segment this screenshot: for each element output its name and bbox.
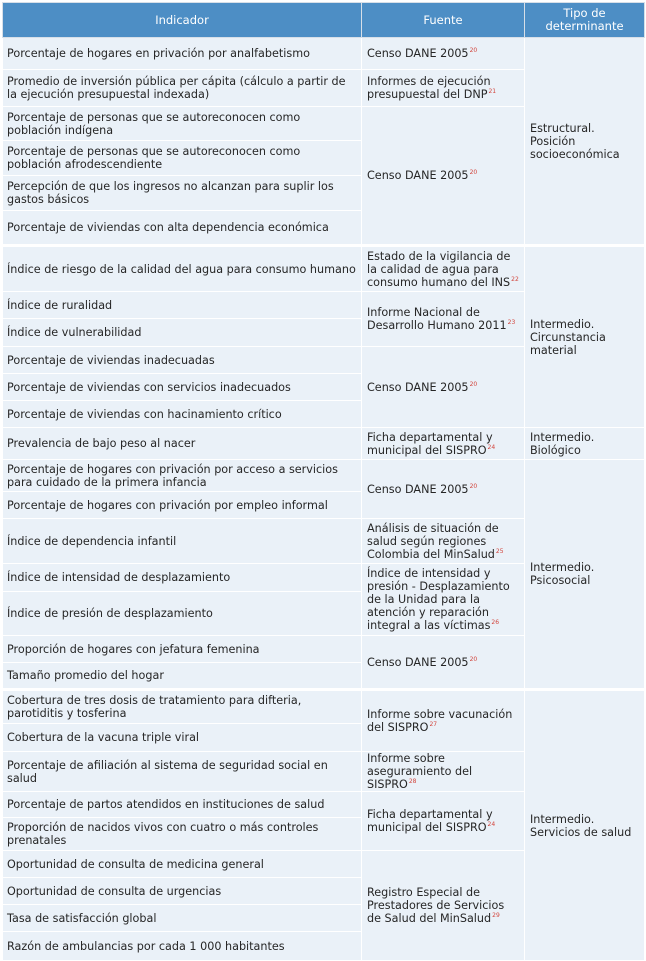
source-ref: 20 (469, 380, 478, 388)
indicator-cell: Razón de ambulancias por cada 1 000 habitantes (3, 932, 362, 961)
source-cell (362, 107, 525, 246)
source-ref: 23 (507, 319, 516, 327)
table-row (3, 460, 645, 492)
source-cell (362, 70, 525, 107)
table-row (3, 246, 645, 292)
indicator-cell: Oportunidad de consulta de urgencias (3, 878, 362, 905)
source-ref: 26 (491, 619, 500, 627)
indicator-cell: Porcentaje de hogares en privación por analfabetismo (3, 38, 362, 70)
source-cell (362, 460, 525, 519)
indicator-cell: Porcentaje de viviendas con alta dependencia económica (3, 211, 362, 246)
header-tipo: Tipo de determinante (525, 3, 645, 38)
source-text: Informe sobre aseguramiento del SISPRO (367, 752, 473, 791)
indicator-cell: Porcentaje de afiliación al sistema de seguridad social en salud (3, 752, 362, 792)
source-cell (362, 292, 525, 347)
indicator-cell: Tasa de satisfacción global (3, 905, 362, 932)
indicator-cell: Índice de intensidad de desplazamiento (3, 564, 362, 592)
type-cell: Intermedio. Servicios de salud (525, 690, 645, 961)
source-ref: 20 (469, 169, 478, 177)
source-text: Estado de la vigilancia de la calidad de agua para consumo humano del INS (367, 249, 511, 289)
source-ref: 20 (469, 655, 478, 663)
indicator-cell: Índice de riesgo de la calidad del agua para consumo humano (3, 246, 362, 292)
indicator-cell: Índice de presión de desplazamiento (3, 592, 362, 636)
indicator-cell: Tamaño promedio del hogar (3, 663, 362, 690)
source-cell (362, 690, 525, 752)
table-row (3, 690, 645, 724)
source-cell (362, 792, 525, 851)
type-cell: Intermedio. Circunstancia material (525, 246, 645, 428)
indicator-cell: Porcentaje de personas que se autoreconocen como población afrodescendiente (3, 141, 362, 176)
source-cell (362, 38, 525, 70)
source-ref: 21 (488, 88, 497, 96)
source-text: Censo DANE 2005 (367, 169, 469, 182)
source-cell (362, 564, 525, 636)
indicator-cell: Porcentaje de hogares con privación por empleo informal (3, 492, 362, 519)
header-fuente: Fuente (362, 3, 525, 38)
indicator-cell: Porcentaje de hogares con privación por acceso a servicios para cuidado de la primera infancia (3, 460, 362, 492)
source-text: Informe sobre vacunación del SISPRO (367, 708, 513, 734)
indicator-cell: Prevalencia de bajo peso al nacer (3, 428, 362, 460)
indicator-cell: Oportunidad de consulta de medicina general (3, 851, 362, 878)
source-text: Análisis de situación de salud según regiones Colombia del MinSalud (367, 521, 499, 561)
type-cell: Estructural. Posición socioeconómica (525, 38, 645, 246)
source-ref: 24 (487, 443, 496, 451)
source-text: Censo DANE 2005 (367, 380, 469, 394)
indicator-cell: Porcentaje de partos atendidos en instituciones de salud (3, 792, 362, 818)
indicator-cell: Índice de ruralidad (3, 292, 362, 319)
indicator-cell: Porcentaje de personas que se autoreconocen como población indígena (3, 107, 362, 141)
indicator-cell: Percepción de que los ingresos no alcanzan para suplir los gastos básicos (3, 176, 362, 211)
source-text: Índice de intensidad y presión - Desplazamiento de la Unidad para la atención y reparación integral a las víctimas (367, 567, 510, 632)
source-text: Ficha departamental y municipal del SISPRO (367, 430, 493, 457)
source-ref: 25 (495, 547, 504, 555)
source-ref: 22 (511, 275, 519, 283)
source-ref: 28 (408, 778, 417, 786)
source-ref: 24 (487, 821, 496, 829)
source-text: Censo DANE 2005 (367, 655, 469, 669)
source-ref: 27 (429, 721, 438, 729)
indicator-cell: Porcentaje de viviendas con servicios inadecuados (3, 374, 362, 401)
header-indicador: Indicador (3, 3, 362, 38)
determinants-table (2, 2, 645, 961)
source-text: Censo DANE 2005 (367, 47, 469, 60)
source-ref: 20 (469, 482, 478, 490)
table-header (3, 3, 645, 38)
indicator-cell: Promedio de inversión pública per cápita (cálculo a partir de la ejecución presupuestal indexada) (3, 70, 362, 107)
source-ref: 20 (469, 47, 478, 55)
source-text: Informes de ejecución presupuestal del DNP (367, 75, 491, 101)
source-text: Registro Especial de Prestadores de Servicios de Salud del MinSalud (367, 886, 505, 925)
indicator-cell: Porcentaje de viviendas con hacinamiento crítico (3, 401, 362, 428)
source-text: Censo DANE 2005 (367, 482, 469, 496)
indicator-cell: Proporción de hogares con jefatura femenina (3, 636, 362, 663)
indicator-cell: Cobertura de la vacuna triple viral (3, 724, 362, 752)
source-text: Ficha departamental y municipal del SISPRO (367, 808, 493, 834)
type-cell: Intermedio. Psicosocial (525, 460, 645, 690)
source-text: Informe Nacional de Desarrollo Humano 2011 (367, 306, 507, 332)
indicator-cell: Proporción de nacidos vivos con cuatro o más controles prenatales (3, 818, 362, 851)
indicator-cell: Índice de dependencia infantil (3, 519, 362, 564)
table-row (3, 38, 645, 70)
source-cell (362, 636, 525, 690)
indicator-cell: Cobertura de tres dosis de tratamiento para difteria, parotiditis y tosferina (3, 690, 362, 724)
source-cell (362, 851, 525, 961)
source-cell (362, 246, 525, 292)
source-ref: 29 (492, 912, 500, 920)
source-cell (362, 347, 525, 428)
source-cell (362, 752, 525, 792)
indicator-cell: Porcentaje de viviendas inadecuadas (3, 347, 362, 374)
indicator-cell: Índice de vulnerabilidad (3, 319, 362, 347)
source-cell (362, 428, 525, 460)
type-cell: Intermedio. Biológico (525, 428, 645, 460)
table-row (3, 428, 645, 460)
source-cell (362, 519, 525, 564)
